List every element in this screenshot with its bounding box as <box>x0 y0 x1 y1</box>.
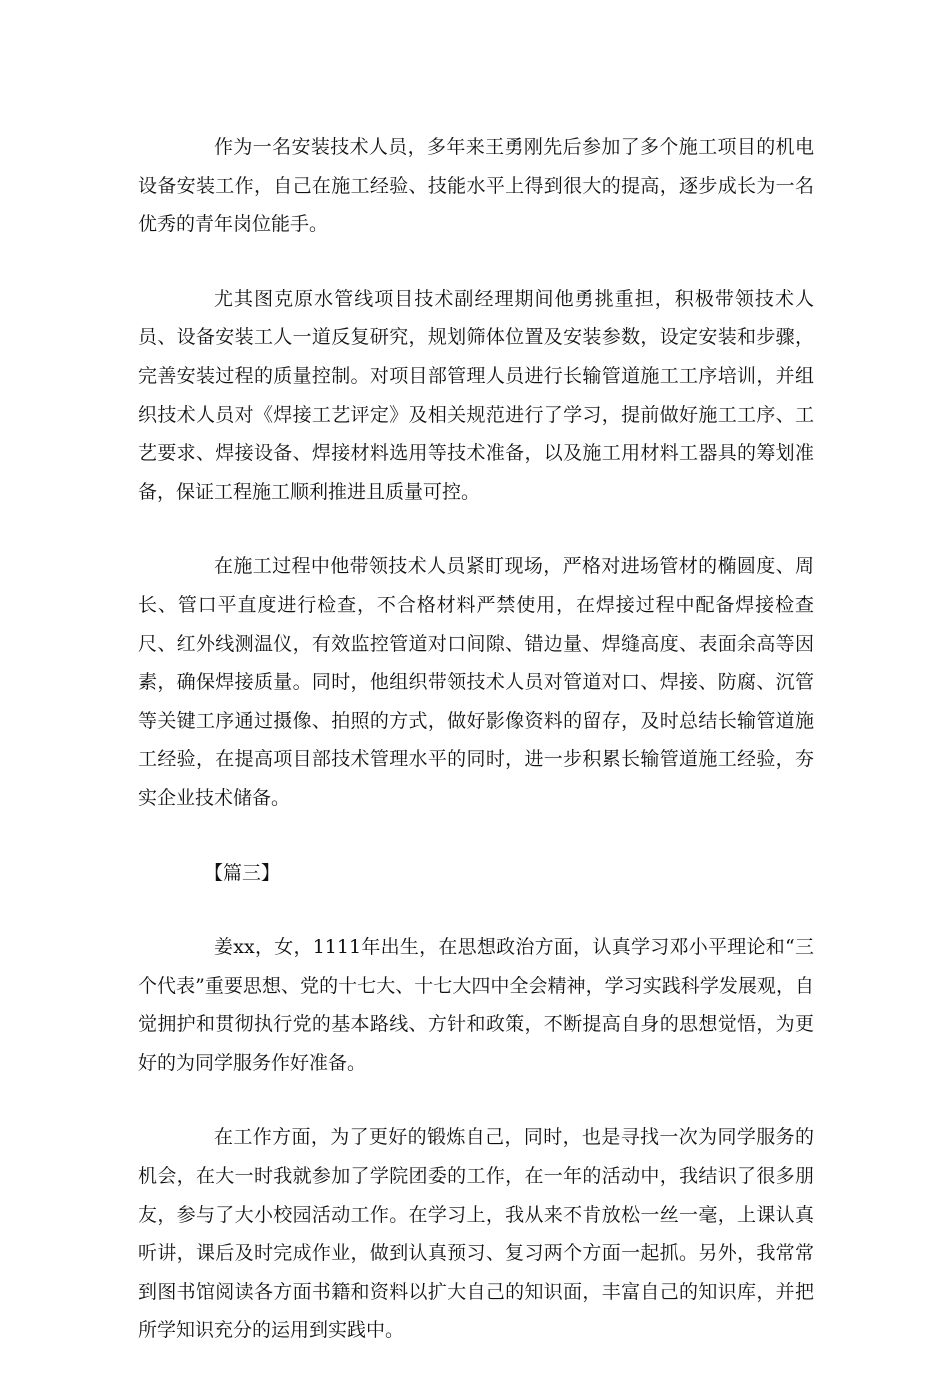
paragraph-4: 姜xx，女，1111年出生，在思想政治方面，认真学习邓小平理论和“三个代表”重要思想、党的十七大、十七大四中全会精神，学习实践科学发展观，自觉拥护和贯彻执行党的基本路线、方针和政策，不断提高自身的思想觉悟，为更好的为同学服务作好准备。 <box>138 936 814 1074</box>
section-heading: 【篇三】 <box>204 861 281 884</box>
paragraph-3: 在施工过程中他带领技术人员紧盯现场，严格对进场管材的椭圆度、周长、管口平直度进行检查，不合格材料严禁使用，在焊接过程中配备焊接检查尺、红外线测温仪，有效监控管道对口间隙、错边量、焊缝高度、表面余高等因素，确保焊接质量。同时，他组织带领技术人员对管道对口、焊接、防腐、沉管等关键工序通过摄像、拍照的方式，做好影像资料的留存，及时总结长输管道施工经验，在提高项目部技术管理水平的同时，进一步积累长输管道施工经验，夯实企业技术储备。 <box>138 555 814 809</box>
document-body <box>138 128 814 1386</box>
paragraph-2: 尤其图克原水管线项目技术副经理期间他勇挑重担，积极带领技术人员、设备安装工人一道反复研究，规划筛体位置及安装参数，设定安装和步骤，完善安装过程的质量控制。对项目部管理人员进行长输管道施工工序培训，并组织技术人员对《焊接工艺评定》及相关规范进行了学习，提前做好施工工序、工艺要求、焊接设备、焊接材料选用等技术准备，以及施工用材料工器具的筹划准备，保证工程施工顺利推进且质量可控。 <box>138 287 814 503</box>
paragraph-5: 在工作方面，为了更好的锻炼自己，同时，也是寻找一次为同学服务的机会，在大一时我就参加了学院团委的工作，在一年的活动中，我结识了很多朋友，参与了大小校园活动工作。在学习上，我从来不肯放松一丝一毫，上课认真听讲，课后及时完成作业，做到认真预习、复习两个方面一起抓。另外，我常常到图书馆阅读各方面书籍和资料以扩大自己的知识面，丰富自己的知识库，并把所学知识充分的运用到实践中。 <box>138 1126 814 1342</box>
paragraph-1: 作为一名安装技术人员，多年来王勇刚先后参加了多个施工项目的机电设备安装工作，自己在施工经验、技能水平上得到很大的提高，逐步成长为一名优秀的青年岗位能手。 <box>138 136 814 236</box>
